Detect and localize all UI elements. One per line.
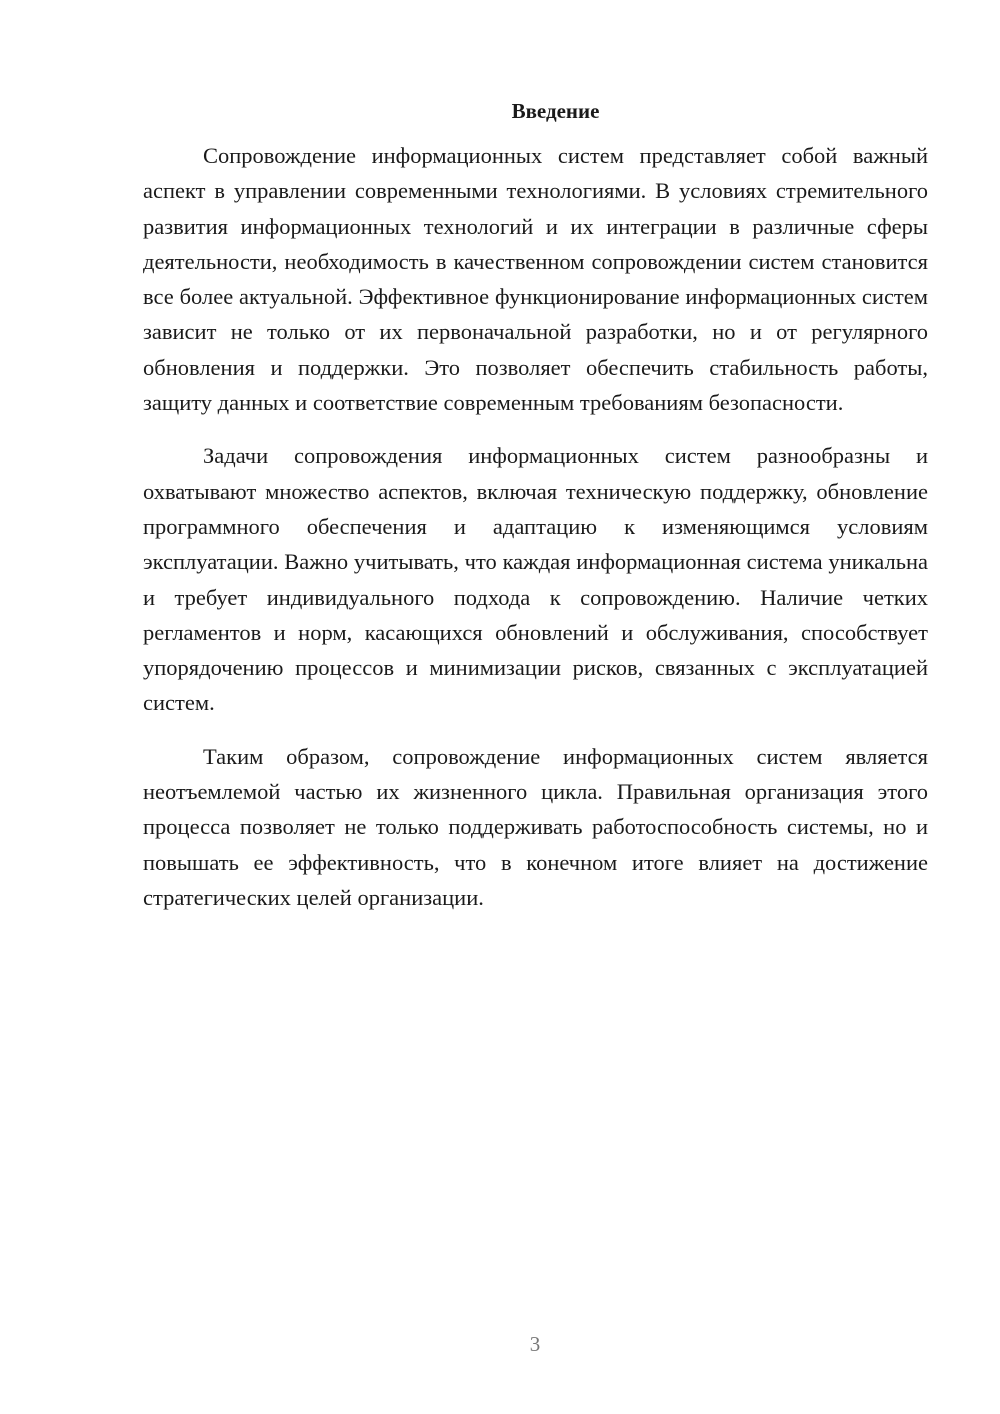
paragraph-1: Сопровождение информационных систем представляет собой важный аспект в управлении современными технологиями. В условиях стремительного развития информационных технологий и их интеграции в различные сферы деятельности, необходимость в качественном сопровождении систем становится все более актуальной. Эффективное функционирование информационных систем зависит не только от их первоначальной разработки, но и от регулярного обновления и поддержки. Это позволяет обеспечить стабильность работы, защиту данных и соответствие современным требованиям безопасности. — [143, 143, 928, 416]
page-content — [143, 96, 928, 933]
page-number: 3 — [529, 1332, 541, 1356]
paragraph-3: Таким образом, сопровождение информационных систем является неотъемлемой частью их жизненного цикла. Правильная организация этого процесса позволяет не только поддерживать работоспособность системы, но и повышать ее эффективность, что в конечном итоге влияет на достижение стратегических целей организации. — [143, 743, 928, 910]
section-heading: Введение — [511, 99, 600, 123]
paragraph-2: Задачи сопровождения информационных систем разнообразны и охватывают множество аспектов, включая техническую поддержку, обновление программного обеспечения и адаптацию к изменяющимся условиям эксплуатации. Важно учитывать, что каждая информационная система уникальна и требует индивидуального подхода к сопровождению. Наличие четких регламентов и норм, касающихся обновлений и обслуживания, способствует упорядочению процессов и минимизации рисков, связанных с эксплуатацией систем. — [143, 443, 928, 716]
